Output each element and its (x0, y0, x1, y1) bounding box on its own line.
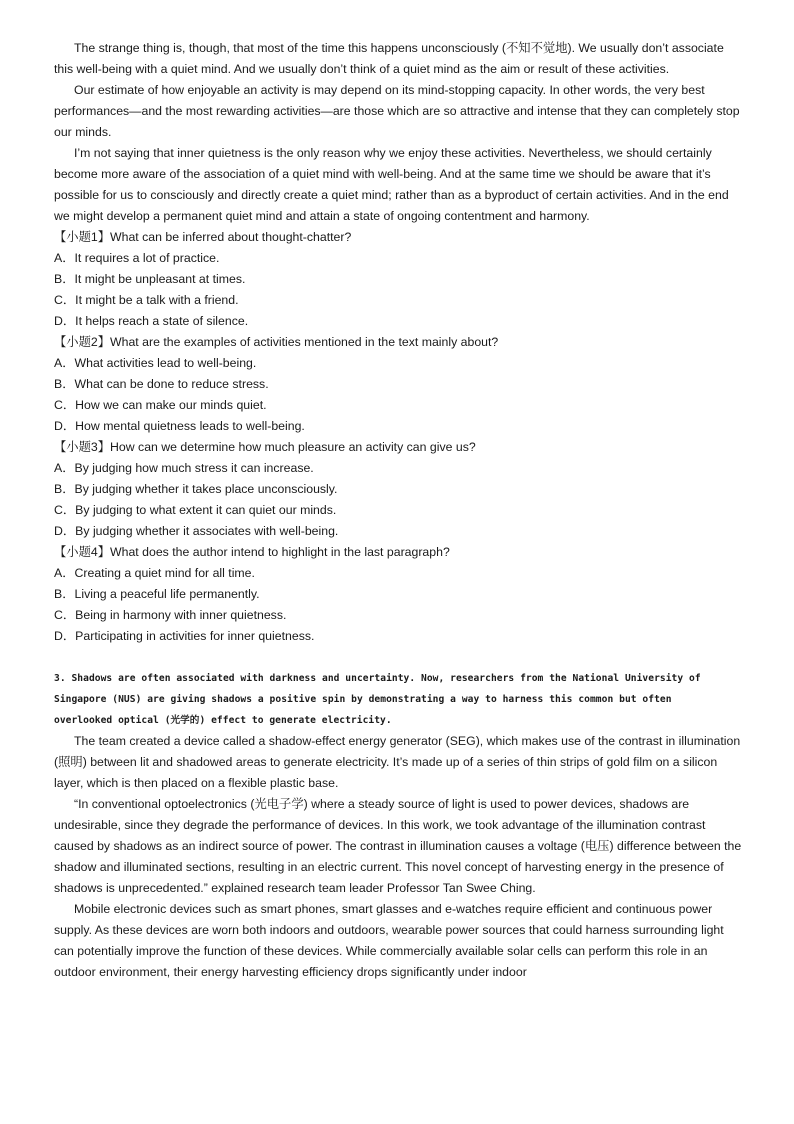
question-4-stem: 【小题4】What does the author intend to highlight in the last paragraph? (54, 545, 450, 559)
question-1-option-c: C．It might be a talk with a friend. (54, 293, 239, 307)
passage-b-intro (54, 668, 744, 731)
question-3-stem: 【小题3】How can we determine how much pleasure an activity can give us? (54, 440, 476, 454)
question-2-stem: 【小题2】What are the examples of activities mentioned in the text mainly about? (54, 335, 499, 349)
passage-b-paragraph-3: Mobile electronic devices such as smart phones, smart glasses and e-watches require efficient and continuous power supply. As these devices are worn both indoors and outdoors, wearable power sources that could harness surrounding light can potentially improve the function of these devices. While commercially available solar cells can perform this role in an outdoor environment, their energy harvesting efficiency drops significantly under indoor (54, 902, 724, 979)
question-2 (54, 332, 744, 437)
question-2-option-a: A．What activities lead to well-being. (54, 356, 257, 370)
question-2-option-b: B．What can be done to reduce stress. (54, 377, 269, 391)
passage-a-paragraph-1: The strange thing is, though, that most of the time this happens unconsciously (不知不觉地). We usually don’t associate this well-being with a quiet mind. And we usually don’t think of a quiet mind as the aim or result of these activities. (54, 41, 724, 76)
passage-a-paragraph-2: Our estimate of how enjoyable an activity is may depend on its mind-stopping capacity. In other words, the very best performances—and the most rewarding activities—are those which are so attractive and intense that they can completely stop our minds. (54, 83, 740, 139)
question-4-option-b: B．Living a peaceful life permanently. (54, 587, 260, 601)
passage-a-paragraph-3: I’m not saying that inner quietness is the only reason why we enjoy these activities. Nevertheless, we should certainly become more aware of the association of a quiet mind with well-being. And at the same time we should be aware that it’s possible for us to consciously and directly create a quiet mind; rather than as a byproduct of certain activities. And in the end we might develop a permanent quiet mind and attain a state of ongoing contentment and harmony. (54, 146, 729, 223)
question-4-option-d: D．Participating in activities for inner quietness. (54, 629, 315, 643)
question-3-option-b: B．By judging whether it takes place unconsciously. (54, 482, 338, 496)
question-3-option-a: A．By judging how much stress it can increase. (54, 461, 314, 475)
document-page (54, 38, 744, 983)
passage-b-intro-line-3: overlooked optical (光学的) effect to generate electricity. (54, 715, 392, 726)
question-2-option-d: D．How mental quietness leads to well-being. (54, 419, 305, 433)
section-spacer (54, 647, 744, 668)
question-1-option-d: D．It helps reach a state of silence. (54, 314, 249, 328)
question-3 (54, 437, 744, 542)
passage-b-paragraph-2: “In conventional optoelectronics (光电子学) where a steady source of light is used to power devices, shadows are undesirable, since they degrade the performance of devices. In this work, we took advantage of the illumination contrast caused by shadows as an indirect source of power. The contrast in illumination causes a voltage (电压) difference between the shadow and illuminated sections, resulting in an electric current. This novel concept of harvesting energy in the presence of shadows is unprecedented.” explained research team leader Professor Tan Swee Ching. (54, 797, 742, 895)
passage-b-paragraph-1: The team created a device called a shadow-effect energy generator (SEG), which makes use of the contrast in illumination (照明) between lit and shadowed areas to generate electricity. It’s made up of a series of thin strips of gold film on a silicon layer, which is then placed on a flexible plastic base. (54, 734, 741, 790)
question-4 (54, 542, 744, 647)
question-1-stem: 【小题1】What can be inferred about thought-chatter? (54, 230, 352, 244)
question-2-option-c: C．How we can make our minds quiet. (54, 398, 267, 412)
question-1-option-a: A．It requires a lot of practice. (54, 251, 220, 265)
question-1-option-b: B．It might be unpleasant at times. (54, 272, 246, 286)
question-1 (54, 227, 744, 332)
passage-b-intro-line-2: Singapore (NUS) are giving shadows a positive spin by demonstrating a way to harness this common but often (54, 694, 672, 705)
question-3-option-c: C．By judging to what extent it can quiet our minds. (54, 503, 337, 517)
question-3-option-d: D．By judging whether it associates with well-being. (54, 524, 339, 538)
question-4-option-a: A．Creating a quiet mind for all time. (54, 566, 255, 580)
passage-b-intro-line-1: 3. Shadows are often associated with darkness and uncertainty. Now, researchers from the National University of (54, 673, 701, 684)
question-4-option-c: C．Being in harmony with inner quietness. (54, 608, 287, 622)
